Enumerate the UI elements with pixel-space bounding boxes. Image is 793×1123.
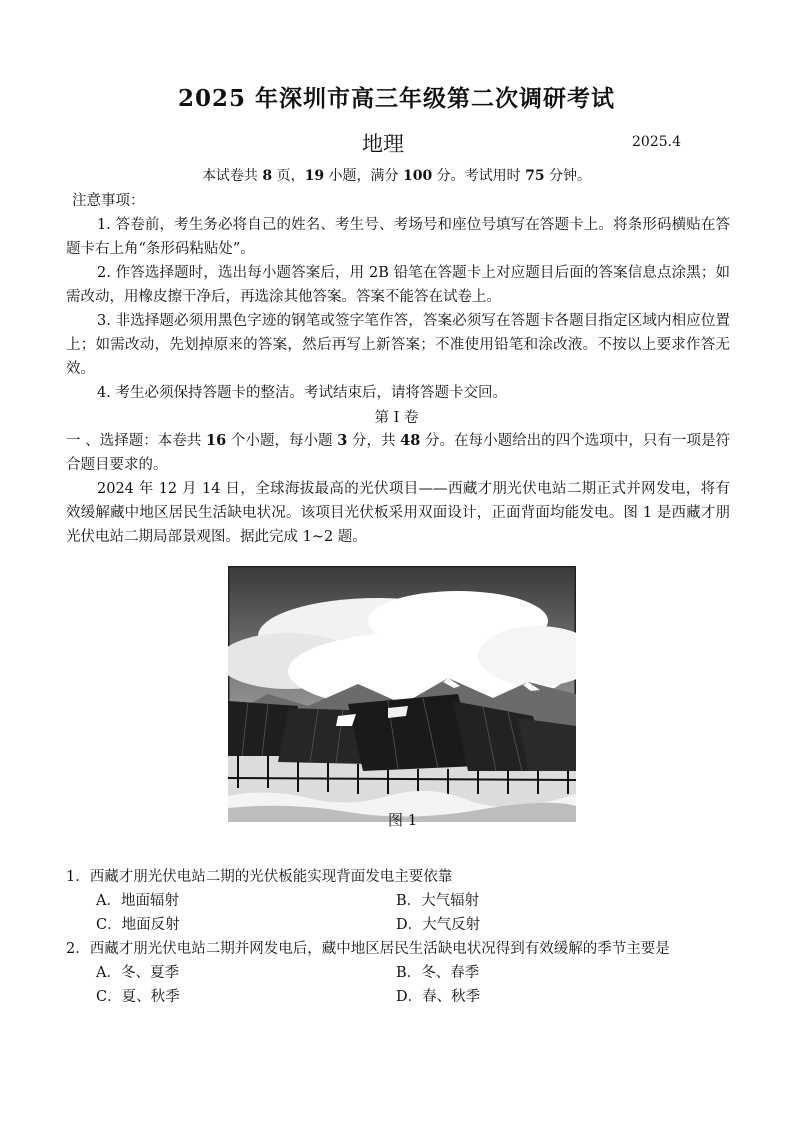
q2-option-c: C．夏、秋季	[96, 989, 180, 1005]
q2-option-a: A．冬、夏季	[96, 965, 179, 981]
exam-summary: 本试卷共 8 页，19 小题，满分 100 分。考试用时 75 分钟。	[201, 168, 592, 184]
notice-item-4: 4. 考生必须保持答题卡的整洁。考试结束后，请将答题卡交回。	[97, 385, 507, 401]
q1-option-c: C．地面反射	[96, 917, 180, 933]
notice-item-1: 1. 答卷前，考生务必将自己的姓名、考生号、考场号和座位号填写在答题卡上。将条形码横贴在答题卡右上角“条形码粘贴处”。	[66, 217, 730, 257]
subject-name: 地理	[362, 132, 404, 156]
part1-instructions: 一 、选择题：本卷共 16 个小题，每小题 3 分，共 48 分。在每小题给出的四个选项中，只有一项是符合题目要求的。	[66, 432, 731, 473]
section-title: 第 I 卷	[374, 410, 419, 426]
question-2-stem: 2．西藏才朋光伏电站二期并网发电后，藏中地区居民生活缺电状况得到有效缓解的季节主要是	[66, 941, 670, 957]
notice-item-3: 3. 非选择题必须用黑色字迹的钢笔或签字笔作答，答案必须写在答题卡各题目指定区域内相应位置上；如需改动，先划掉原来的答案，然后再写上新答案；不准使用铅笔和涂改液。不按以上要求作答无效。	[66, 313, 730, 377]
solar-plant-photo	[228, 566, 576, 822]
q2-option-d: D．春、秋季	[396, 989, 481, 1005]
figure-caption: 图 1	[388, 811, 418, 829]
exam-title: 2025 年深圳市高三年级第二次调研考试	[177, 85, 616, 112]
question-intro: 2024 年 12 月 14 日，全球海拔最高的光伏项目——西藏才朋光伏电站二期正式并网发电，将有效缓解藏中地区居民生活缺电状况。该项目光伏板采用双面设计，正面背面均能发电。图 1 是西藏才朋光伏电站二期局部景观图。据此完成 1~2 题。	[66, 481, 730, 545]
q2-option-b: B．冬、春季	[396, 965, 480, 981]
question-1-stem: 1．西藏才朋光伏电站二期的光伏板能实现背面发电主要依靠	[66, 869, 453, 885]
q1-option-b: B．大气辐射	[396, 893, 480, 909]
notice-item-2: 2. 作答选择题时，选出每小题答案后，用 2B 铅笔在答题卡上对应题目后面的答案信息点涂黑；如需改动，用橡皮擦干净后，再选涂其他答案。答案不能答在试卷上。	[66, 265, 730, 305]
exam-date: 2025.4	[632, 134, 681, 150]
notice-heading: 注意事项：	[72, 193, 145, 209]
q1-option-d: D．大气反射	[396, 917, 481, 933]
q1-option-a: A．地面辐射	[96, 893, 179, 909]
